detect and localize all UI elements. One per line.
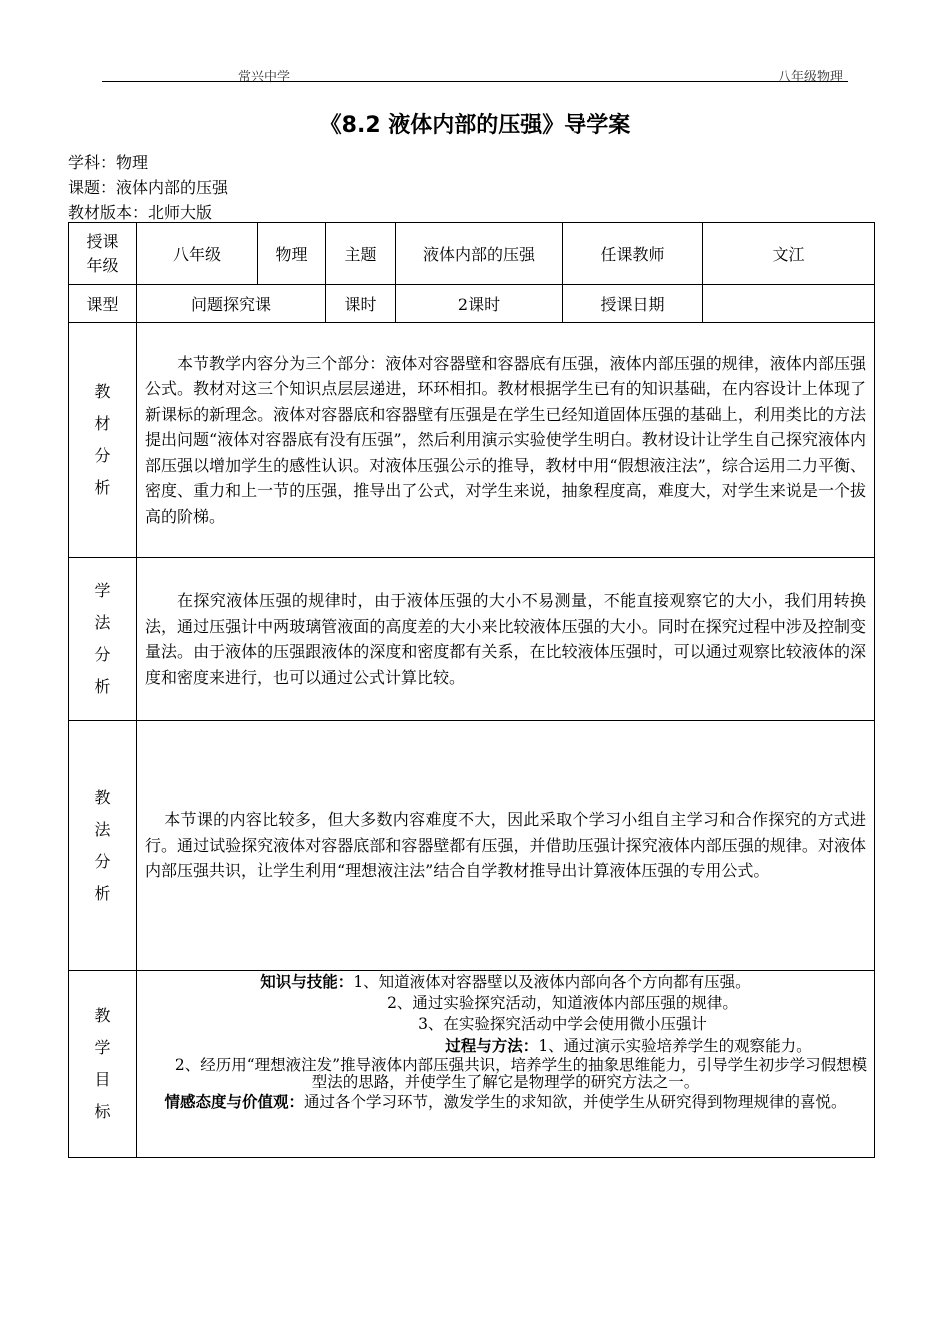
- study-analysis-cell: [137, 558, 875, 721]
- meta-topic: 课题：液体内部的压强: [68, 178, 229, 197]
- meta-subject: 学科：物理: [68, 153, 149, 172]
- table-row: [69, 558, 875, 721]
- table-row: [69, 323, 875, 558]
- goals-knowledge-1: 知识与技能：1、知道液体对容器壁以及液体内部向各个方向都有压强。: [260, 972, 751, 991]
- date-label: 授课日期: [563, 285, 703, 323]
- grade-label: 授课年级: [69, 223, 137, 285]
- goals-cell: [137, 971, 875, 1158]
- subject-value: 物理: [258, 223, 326, 285]
- textbook-analysis-cell: [137, 323, 875, 558]
- method-analysis-cell: [137, 721, 875, 971]
- grade-value: 八年级: [137, 223, 258, 285]
- goals-process-1: 过程与方法：1、通过演示实验培养学生的观察能力。: [445, 1036, 812, 1055]
- header-grade-subject: 八年级物理: [778, 70, 844, 85]
- page-title: 《8.2 液体内部的压强》导学案: [319, 113, 631, 138]
- goals-knowledge-2: 2、通过实验探究活动，知道液体内部压强的规律。: [387, 994, 738, 1012]
- textbook-analysis-label: 教 材 分 析: [69, 323, 137, 558]
- textbook-analysis-text: 本节教学内容分为三个部分：液体对容器壁和容器底有压强，液体内部压强的规律，液体内部压强公式。教材对这三个知识点层层递进，环环相扣。教材根据学生已有的知识基础，在内容设计上体现了新课标的新理念。液体对容器底和容器壁有压强是在学生已经知道固体压强的基础上，利用类比的方法提出问题“液体对容器底有没有压强”，然后利用演示实验使学生明白。教材设计让学生自己探究液体内部压强以增加学生的感性认识。对液体压强公示的推导，教材中用“假想液注法”，综合运用二力平衡、密度、重力和上一节的压强，推导出了公式，对学生来说，抽象程度高，难度大，对学生来说是一个拔高的阶梯。: [145, 353, 866, 526]
- goals-process-2: 2、经历用“理想液注发”推导液体内部压强共识，培养学生的抽象思维能力，引导学生初步学习假想模型法的思路，并使学生了解它是物理学的研究方法之一。: [174, 1056, 868, 1091]
- goals-label: 教 学 目 标: [69, 971, 137, 1158]
- table-row: [69, 223, 875, 285]
- hours-value: 2课时: [396, 285, 563, 323]
- teacher-label: 任课教师: [563, 223, 703, 285]
- hours-label: 课时: [326, 285, 396, 323]
- type-label: 课型: [69, 285, 137, 323]
- header-school: 常兴中学: [238, 70, 291, 85]
- teacher-value: 文江: [703, 223, 875, 285]
- table-row: [69, 971, 875, 1158]
- goals-knowledge-3: 3、在实验探究活动中学会使用微小压强计: [418, 1015, 707, 1033]
- type-value: 问题探究课: [137, 285, 326, 323]
- date-value: [703, 285, 875, 323]
- goals-emotion: 情感态度与价值观：通过各个学习环节，激发学生的求知欲，并使学生从研究得到物理规律的喜悦。: [164, 1092, 847, 1111]
- study-analysis-label: 学 法 分 析: [69, 558, 137, 721]
- method-analysis-label: 教 法 分 析: [69, 721, 137, 971]
- method-analysis-text: 本节课的内容比较多，但大多数内容难度不大，因此采取个学习小组自主学习和合作探究的方式进行。通过试验探究液体对容器底部和容器壁都有压强，并借助压强计探究液体内部压强的规律。对液体内部压强共识，让学生利用“理想液注法”结合自学教材推导出计算液体压强的专用公式。: [145, 810, 866, 881]
- theme-value: 液体内部的压强: [396, 223, 563, 285]
- study-analysis-text: 在探究液体压强的规律时，由于液体压强的大小不易测量，不能直接观察它的大小，我们用转换法，通过压强计中两玻璃管液面的高度差的大小来比较液体压强的大小。同时在探究过程中涉及控制变量法。由于液体的压强跟液体的深度和密度都有关系，在比较液体压强时，可以通过观察比较液体的深度和密度来进行，也可以通过公式计算比较。: [145, 591, 866, 687]
- theme-label: 主题: [326, 223, 396, 285]
- header-rule: [102, 81, 848, 82]
- meta-edition: 教材版本：北师大版: [68, 203, 213, 222]
- table-row: [69, 285, 875, 323]
- lesson-plan-table: [68, 222, 875, 1158]
- table-row: [69, 721, 875, 971]
